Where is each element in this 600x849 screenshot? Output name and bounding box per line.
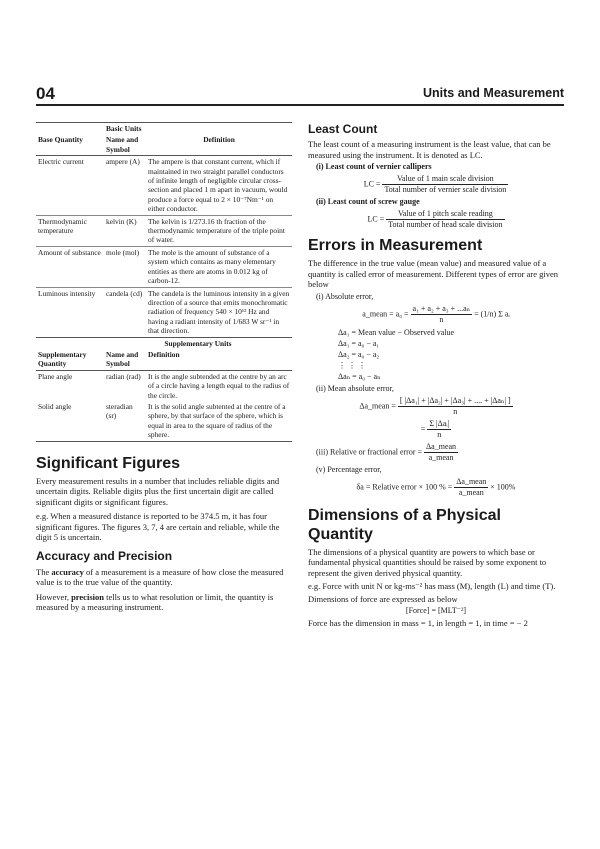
col-name: Name and Symbol <box>104 134 146 155</box>
row-def: The candela is the luminous intensity in a given direction of a source that emits monochromatic radiation of frequency 540 × 10¹² Hz and having a radiant intensity of 1/683 W sr⁻¹ in that direction. <box>146 287 292 337</box>
error-item-relative <box>316 442 564 463</box>
lc-formula-screw <box>308 209 564 230</box>
section-title-accuracy: Accuracy and Precision <box>36 548 173 563</box>
row-quantity: Electric current <box>38 157 84 167</box>
error-item-percentage: (v) Percentage error, <box>316 464 382 474</box>
lc-label: LC = <box>367 214 385 224</box>
mean-formula <box>308 304 564 325</box>
section-title-dimensions: Dimensions of a Physical Quantity <box>308 506 501 543</box>
table-row <box>36 215 292 246</box>
fraction <box>411 304 473 325</box>
text: However, <box>36 591 72 602</box>
numerator: Δa_mean <box>426 441 457 451</box>
col-name: Name and Symbol <box>104 349 146 370</box>
row-def: It is the angle subtended at the centre by an arc of a circle having a length equal to the radius of the circle. <box>148 371 290 400</box>
dimensions-para4: Force has the dimension in mass = 1, in length = 1, in time = − 2 <box>308 618 528 628</box>
right-column <box>308 122 564 629</box>
denominator: n <box>453 406 458 416</box>
numerator: a₁ + a₂ + a₃ + ...aₙ <box>412 303 471 313</box>
numerator: Δa_mean <box>456 476 487 486</box>
row-quantity: Amount of substance <box>36 246 104 287</box>
pct-lhs: δa = Relative error × 100 % = <box>356 481 453 491</box>
errors-para: The difference in the true value (mean value) and measured value of a quantity is called error of measurement. Different types of error are given below <box>308 258 559 289</box>
lc-item-screw: (ii) Least count of screw gauge <box>316 197 420 206</box>
denominator: n <box>439 314 444 324</box>
text: The <box>36 566 52 577</box>
left-column <box>36 122 292 613</box>
relative-label: (iii) Relative or fractional error = <box>316 446 423 456</box>
text: of a measurement is a measure of how close the measured value is to the true value of the quantity. <box>36 566 284 588</box>
section-title-least-count: Least Count <box>308 122 378 136</box>
col-supp-quantity: Supplementary Quantity <box>36 349 104 370</box>
row-name: kelvin (K) <box>104 215 146 246</box>
dimensions-example: e.g. Force with unit N or kg-ms⁻² has mass (M), length (L) and time (T). <box>308 581 556 591</box>
numerator: Value of 1 pitch scale reading <box>386 209 504 220</box>
col-quantity: Base Quantity <box>36 134 104 155</box>
mean-lhs: a_mean = a₀ = <box>362 308 409 318</box>
text: tells us to what resolution or limit, the quantity is measured by a measuring instrument. <box>36 591 274 613</box>
col-definition: Definition <box>146 349 292 370</box>
supp-units-title: Supplementary Units <box>104 337 292 349</box>
row-def: The ampere is that constant current, which if maintained in two straight parallel conductors of infinite length of negligible circular cross-section and placed 1 m apart in vacuum, would produce a force equal to 2 × 10⁻⁷Nm⁻¹ on either conductor. <box>148 157 288 214</box>
dimensions-para: The dimensions of a physical quantity are powers to which base or fundamental physical quantities should be raised by some exponent to represent the given derived physical quantity. <box>308 546 547 578</box>
fraction <box>398 396 513 417</box>
term-precision: precision <box>71 591 104 602</box>
row-name: steradian (sr) <box>106 401 133 421</box>
fraction <box>454 477 488 498</box>
eq-line: Δa₁ = a₀ − a₁ <box>338 338 380 348</box>
lc-formula-vernier <box>308 174 564 195</box>
eq-line: Δa₁ = Mean value − Observed value <box>338 327 455 337</box>
fraction <box>427 419 451 440</box>
row-name: ampere (A) <box>106 157 140 167</box>
mae-formula-sum: = $\frac{\text{Σ |Δaᵢ|}}{n}$ <box>420 418 450 439</box>
sig-fig-para: Every measurement results in a number that includes reliable digits and uncertain digits. Reliable digits plus the first uncertain digit are called significant digits or significant figures. <box>36 475 280 507</box>
eq-line: Δaₙ = a₀ − aₙ <box>338 371 381 381</box>
mae-formula <box>308 396 564 417</box>
mae-lhs: Δa_mean = <box>359 400 396 410</box>
error-item-mean-absolute: (ii) Mean absolute error, <box>316 383 394 393</box>
eq-line: ⋮ ⋮ ⋮ <box>338 360 366 370</box>
lc-item-vernier: (i) Least count of vernier callipers <box>316 162 432 171</box>
lc-label: LC = <box>363 179 381 189</box>
numerator: Σ |Δaᵢ| <box>429 418 450 428</box>
least-count-para: The least count of a measuring instrument is the least value, that can be measured using the instrument. It is denoted as LC. <box>308 139 551 160</box>
section-title-errors: Errors in Measurement <box>308 237 483 254</box>
fraction <box>386 209 504 230</box>
row-name: mole (mol) <box>104 246 146 287</box>
row-quantity: Luminous intensity <box>36 287 104 337</box>
row-def: The mole is the amount of substance of a system which contains as many elementary entities as there are atoms in 0.012 kg of carbon-12. <box>146 246 292 287</box>
denominator: Total number of head scale division <box>388 220 503 229</box>
col-definition: Definition <box>146 134 292 155</box>
table-row <box>36 156 292 215</box>
dimensions-para3: Dimensions of force are expressed as below <box>308 593 458 604</box>
fraction <box>382 174 508 195</box>
numerator: [ |Δa₁| + |Δa₂| + |Δa₃| + .... + |Δaₙ| ] <box>399 395 511 405</box>
pct-tail: × 100% <box>490 481 516 491</box>
denominator: n <box>437 429 442 439</box>
numerator: Value of 1 main scale division <box>382 174 508 185</box>
term-accuracy: accuracy <box>51 566 84 577</box>
basic-units-title: Basic Units <box>104 123 292 135</box>
sig-fig-example: e.g. When a measured distance is reported to be 374.5 m, it has four significant figures. The figures 3, 7, 4 are certain and reliable, while the digit 5 is uncertain. <box>36 511 280 543</box>
table-row <box>36 401 292 441</box>
header-rule <box>36 104 564 106</box>
section-title-significant-figures: Significant Figures <box>36 454 181 472</box>
eq-line: Δa₂ = a₀ − a₂ <box>338 349 380 359</box>
error-item-absolute: (i) Absolute error, <box>316 291 374 301</box>
row-name: radian (rad) <box>106 371 141 381</box>
row-name: candela (cd) <box>104 287 146 337</box>
accuracy-para <box>36 567 292 588</box>
row-quantity: Thermodynamic temperature <box>36 215 104 246</box>
denominator: a_mean <box>428 452 454 462</box>
denominator: Total number of vernier scale division <box>384 185 507 194</box>
mean-rhs: = (1/n) Σ aᵢ <box>474 308 510 318</box>
table-row <box>36 370 292 401</box>
fraction <box>424 442 458 463</box>
denominator: a_mean <box>458 487 484 497</box>
row-def: It is the solid angle subtented at the centre of a sphere, by that surface of the sphere, which is equal in area to the square of radius of the sphere. <box>148 401 286 440</box>
row-quantity: Solid angle <box>38 401 72 411</box>
units-table <box>36 122 292 442</box>
pct-formula <box>308 477 564 498</box>
table-row <box>36 246 292 287</box>
table-row <box>36 287 292 337</box>
force-dimension-eq: [Force] = [MLT⁻²] <box>405 606 467 615</box>
precision-para <box>36 592 292 613</box>
row-quantity: Plane angle <box>38 371 73 381</box>
running-title: Units and Measurement <box>422 86 564 100</box>
row-def: The kelvin is 1/273.16 th fraction of the thermodynamic temperature of the triple point of water. <box>146 215 292 246</box>
page-number: 04 <box>36 84 55 103</box>
